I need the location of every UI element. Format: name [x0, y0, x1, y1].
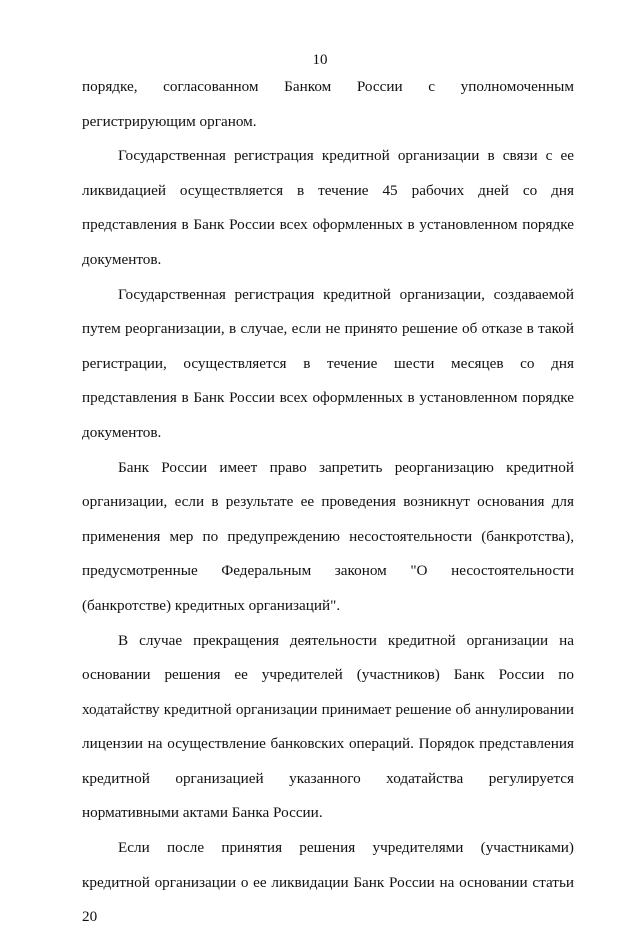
paragraph-reorganization-registration: Государственная регистрация кредитной организации, создаваемой путем реорганизации, в случае, если не принято решение об отказе в такой регистрации, осуществляется в течение шести месяцев со дня представления в Банк России всех оформленных в установленном порядке документов. [82, 285, 574, 441]
document-body [82, 70, 574, 935]
paragraph-license-annulment: В случае прекращения деятельности кредитной организации на основании решения ее учредителей (участников) Банк России по ходатайству кредитной организации принимает решение об аннулировании лицензии на осуществление банковских операций. Порядок представления кредитной организацией указанного ходатайства регулируется нормативными актами Банка России. [82, 631, 574, 822]
paragraph-liquidation-registration: Государственная регистрация кредитной организации в связи с ее ликвидацией осуществляется в течение 45 рабочих дней со дня представления в Банк России всех оформленных в установленном порядке документов. [82, 147, 574, 268]
page-number: 10 [312, 52, 328, 68]
paragraph-liquidation-decision: Если после принятия решения учредителями (участниками) кредитной организации о ее ликвидации Банк России на основании статьи 20 [82, 839, 574, 926]
paragraph-continuation: порядке, согласованном Банком России с уполномоченным регистрирующим органом. [82, 78, 574, 130]
paragraph-reorganization-ban: Банк России имеет право запретить реорганизацию кредитной организации, если в результате ее проведения возникнут основания для применения мер по предупреждению несостоятельности (банкротства), предусмотренные Федеральным законом "О несостоятельности (банкротстве) кредитных организаций". [82, 458, 574, 614]
